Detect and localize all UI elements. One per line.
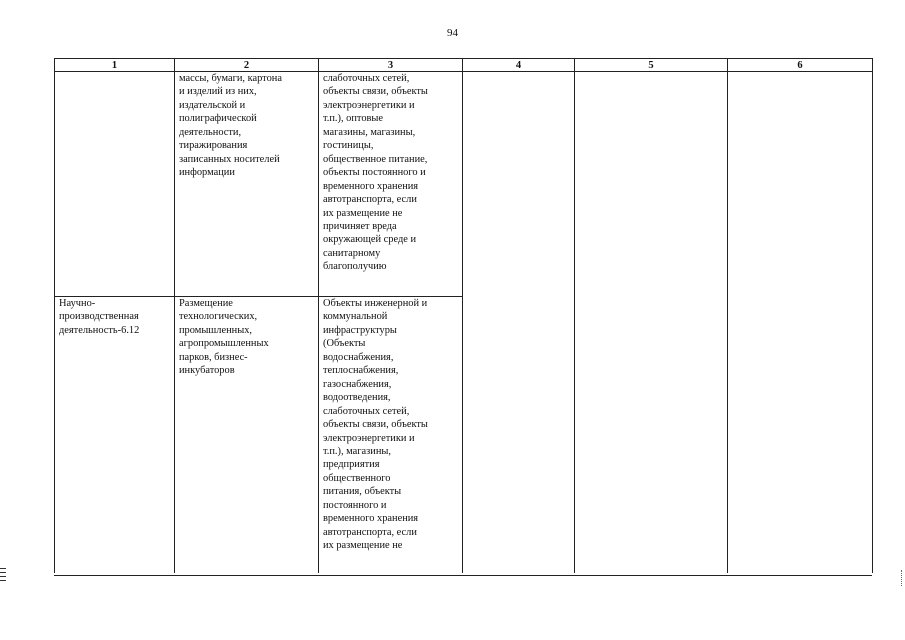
- primary-use-cell: массы, бумаги, картона и изделий из них, издательской и полиграфической деятельности, тиражирования записанных носителей информации: [175, 72, 319, 297]
- table-row: [55, 297, 873, 574]
- table-row: [55, 72, 873, 297]
- page-number: 94: [447, 27, 458, 39]
- auxiliary-use-cell: слаботочных сетей, объекты связи, объекты электроэнергетики и т.п.), оптовые магазины, магазины, гостиницы, общественное питание, объекты постоянного и временного хранения автотранспорта, если их размещение не причиняет вреда окружающей среде и санитарному благополучию: [319, 72, 463, 297]
- land-use-type-cell: Научно- производственная деятельность-6.12: [55, 297, 175, 574]
- column-header-1: 1: [55, 59, 175, 72]
- parameter-cell-6: [728, 297, 873, 574]
- parameter-cell-6: [728, 72, 873, 297]
- parameter-cell-4: [463, 72, 575, 297]
- auxiliary-use-cell: Объекты инженерной и коммунальной инфраструктуры (Объекты водоснабжения, теплоснабжения, газоснабжения, водоотведения, слаботочных сетей, объекты связи, объекты электроэнергетики и т.п.), магазины, предприятия общественного питания, объекты постоянного и временного хранения автотранспорта, если их размещение не: [319, 297, 463, 574]
- primary-use-cell: Размещение технологических, промышленных, агропромышленных парков, бизнес- инкубаторов: [175, 297, 319, 574]
- column-header-2: 2: [175, 59, 319, 72]
- parameter-cell-5: [575, 72, 728, 297]
- column-number-row: [55, 59, 873, 72]
- edge-mark: [901, 570, 905, 586]
- column-header-6: 6: [728, 59, 873, 72]
- column-header-4: 4: [463, 59, 575, 72]
- column-header-3: 3: [319, 59, 463, 72]
- land-use-table: [54, 58, 873, 573]
- parameter-cell-5: [575, 297, 728, 574]
- binding-mark: [0, 568, 6, 586]
- table-bottom-border: [54, 575, 872, 576]
- land-use-type-cell: [55, 72, 175, 297]
- column-header-5: 5: [575, 59, 728, 72]
- parameter-cell-4: [463, 297, 575, 574]
